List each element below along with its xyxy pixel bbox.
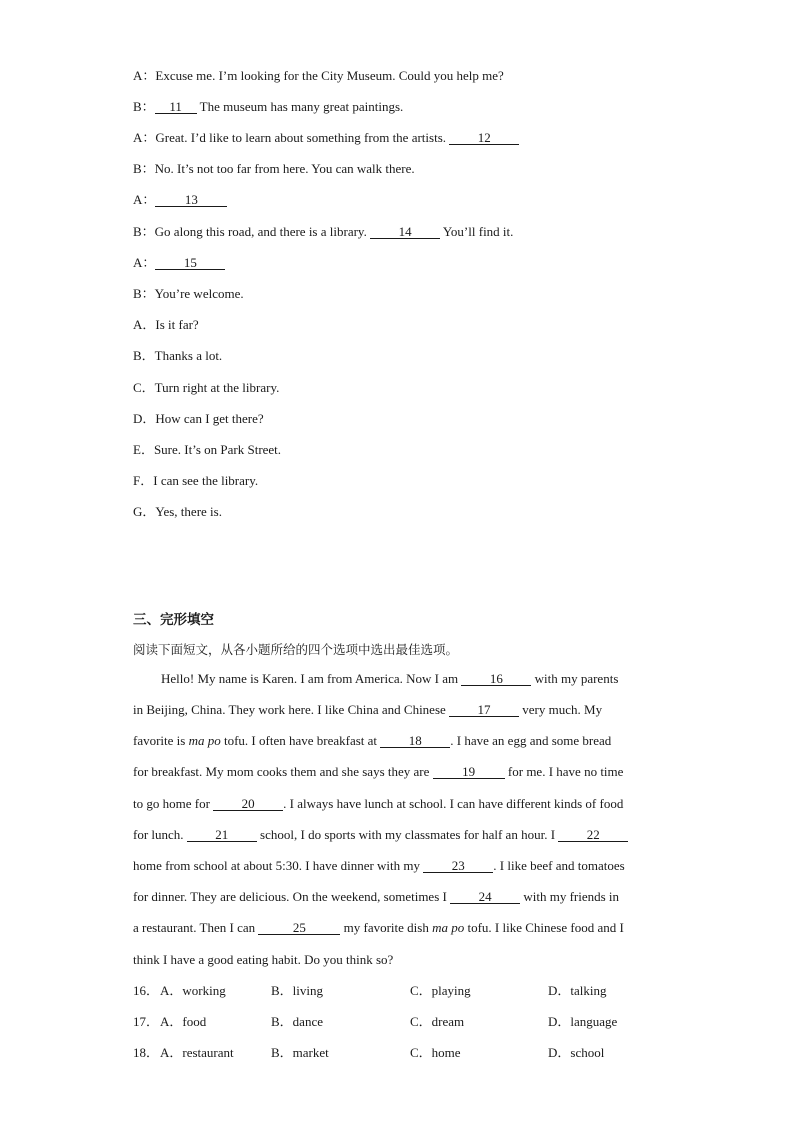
- option-b[interactable]: B．living: [271, 983, 324, 998]
- option-a[interactable]: A．restaurant: [160, 1045, 234, 1060]
- answer-blank[interactable]: 15: [155, 256, 225, 270]
- passage-text: . I like beef and tomatoes: [493, 858, 625, 873]
- passage-line: [133, 920, 659, 936]
- answer-blank[interactable]: 11: [155, 100, 197, 114]
- passage-text: with my friends in: [520, 889, 620, 904]
- speaker-label: A：: [133, 130, 156, 145]
- answer-blank[interactable]: 20: [213, 797, 283, 811]
- question-number: 18．: [133, 1045, 160, 1060]
- option-d[interactable]: D．language: [548, 1014, 618, 1029]
- dialogue-line: [133, 161, 415, 177]
- option-a[interactable]: A．working: [160, 983, 226, 998]
- passage-text: home from school at about 5:30. I have dinner with my: [133, 858, 424, 873]
- speaker-label: A：: [133, 68, 156, 83]
- dialogue-text: Excuse me. I’m looking for the City Museum. Could you help me?: [155, 68, 504, 83]
- dialogue-text: You’re welcome.: [154, 286, 244, 301]
- passage-line: [133, 702, 659, 718]
- choice-letter: E．: [133, 442, 154, 457]
- choice-text: How can I get there?: [155, 411, 264, 426]
- passage-text: with my parents: [531, 671, 619, 686]
- passage-text: tofu. I often have breakfast at: [220, 733, 381, 748]
- answer-blank[interactable]: 22: [558, 828, 628, 842]
- dialogue-line: [133, 130, 519, 146]
- passage-line: [133, 827, 659, 843]
- choice-letter: B．: [133, 348, 155, 363]
- passage-text: a restaurant. Then I can: [133, 920, 259, 935]
- speaker-label: A：: [133, 255, 156, 270]
- answer-blank[interactable]: 25: [258, 921, 340, 935]
- passage-line: [133, 889, 659, 905]
- passage-line: [133, 858, 659, 874]
- choice-item: [133, 317, 199, 333]
- passage-text: to go home for: [133, 796, 214, 811]
- choice-item: [133, 411, 264, 427]
- option-a[interactable]: A．food: [160, 1014, 207, 1029]
- choice-letter: C．: [133, 380, 155, 395]
- passage-line: [133, 796, 659, 812]
- dialogue-line: [133, 192, 227, 208]
- passage-text: tofu. I like Chinese food and I: [464, 920, 624, 935]
- option-d[interactable]: D．talking: [548, 983, 607, 998]
- option-c[interactable]: C．playing: [410, 983, 471, 998]
- choice-text: I can see the library.: [153, 473, 259, 488]
- passage-text: for dinner. They are delicious. On the weekend, sometimes I: [133, 889, 451, 904]
- passage-text: for breakfast. My mom cooks them and she says they are: [133, 764, 433, 779]
- passage-text: . I always have lunch at school. I can have different kinds of food: [283, 796, 624, 811]
- dialogue-text: Go along this road, and there is a library.: [154, 224, 371, 239]
- dialogue-line: [133, 68, 504, 84]
- choice-letter: F．: [133, 473, 154, 488]
- speaker-label: B：: [133, 161, 155, 176]
- passage-italic: ma po: [432, 920, 465, 935]
- option-c[interactable]: C．dream: [410, 1014, 465, 1029]
- speaker-label: B：: [133, 99, 155, 114]
- choice-text: Thanks a lot.: [154, 348, 223, 363]
- question-number: 17．: [133, 1014, 160, 1029]
- section-instruction: 阅读下面短文，从各小题所给的四个选项中选出最佳选项。: [133, 642, 459, 657]
- dialogue-line: [133, 224, 513, 240]
- answer-blank[interactable]: 24: [450, 890, 520, 904]
- answer-blank[interactable]: 16: [461, 672, 531, 686]
- option-b[interactable]: B．dance: [271, 1014, 323, 1029]
- speaker-label: A：: [133, 192, 156, 207]
- passage-text: school, I do sports with my classmates for half an hour. I: [256, 827, 559, 842]
- option-d[interactable]: D．school: [548, 1045, 605, 1060]
- answer-blank[interactable]: 14: [370, 225, 440, 239]
- answer-blank[interactable]: 21: [187, 828, 257, 842]
- dialogue-line: [133, 255, 225, 271]
- answer-blank[interactable]: 17: [449, 703, 519, 717]
- passage-line: [133, 733, 659, 749]
- passage-text: think I have a good eating habit. Do you think so?: [133, 952, 394, 967]
- choice-item: [133, 380, 279, 396]
- choice-item: [133, 504, 222, 520]
- passage-line: [133, 952, 659, 968]
- passage-text: in Beijing, China. They work here. I like China and Chinese: [133, 702, 450, 717]
- choice-text: Is it far?: [155, 317, 199, 332]
- passage-text: for me. I have no time: [504, 764, 624, 779]
- choice-text: Sure. It’s on Park Street.: [153, 442, 282, 457]
- choice-letter: G．: [133, 504, 156, 519]
- question-number: 16．: [133, 983, 160, 998]
- answer-blank[interactable]: 13: [155, 193, 227, 207]
- speaker-label: B：: [133, 286, 155, 301]
- dialogue-text: The museum has many great paintings.: [196, 99, 404, 114]
- passage-line: [161, 671, 659, 687]
- answer-blank[interactable]: 12: [449, 131, 519, 145]
- passage-text: for lunch.: [133, 827, 187, 842]
- option-b[interactable]: B．market: [271, 1045, 329, 1060]
- passage-line: [133, 764, 659, 780]
- choice-text: Yes, there is.: [155, 504, 222, 519]
- answer-blank[interactable]: 23: [423, 859, 493, 873]
- dialogue-text: Great. I’d like to learn about something from the artists.: [155, 130, 450, 145]
- section-title: 三、完形填空: [133, 612, 214, 628]
- choice-item: [133, 442, 281, 458]
- choice-letter: A．: [133, 317, 156, 332]
- passage-text: very much. My: [519, 702, 603, 717]
- choice-item: [133, 473, 258, 489]
- option-c[interactable]: C．home: [410, 1045, 461, 1060]
- passage-text: favorite is: [133, 733, 189, 748]
- passage-text: Hello! My name is Karen. I am from America. Now I am: [161, 671, 462, 686]
- dialogue-line: [133, 99, 403, 115]
- dialogue-text: No. It’s not too far from here. You can walk there.: [154, 161, 415, 176]
- choice-item: [133, 348, 222, 364]
- answer-blank[interactable]: 19: [433, 765, 505, 779]
- passage-italic: ma po: [188, 733, 221, 748]
- speaker-label: B：: [133, 224, 155, 239]
- choice-text: Turn right at the library.: [154, 380, 280, 395]
- passage-text: my favorite dish: [340, 920, 433, 935]
- dialogue-text: You’ll find it.: [440, 224, 514, 239]
- dialogue-line: [133, 286, 244, 302]
- answer-blank[interactable]: 18: [380, 734, 450, 748]
- passage-text: . I have an egg and some bread: [450, 733, 612, 748]
- choice-letter: D．: [133, 411, 156, 426]
